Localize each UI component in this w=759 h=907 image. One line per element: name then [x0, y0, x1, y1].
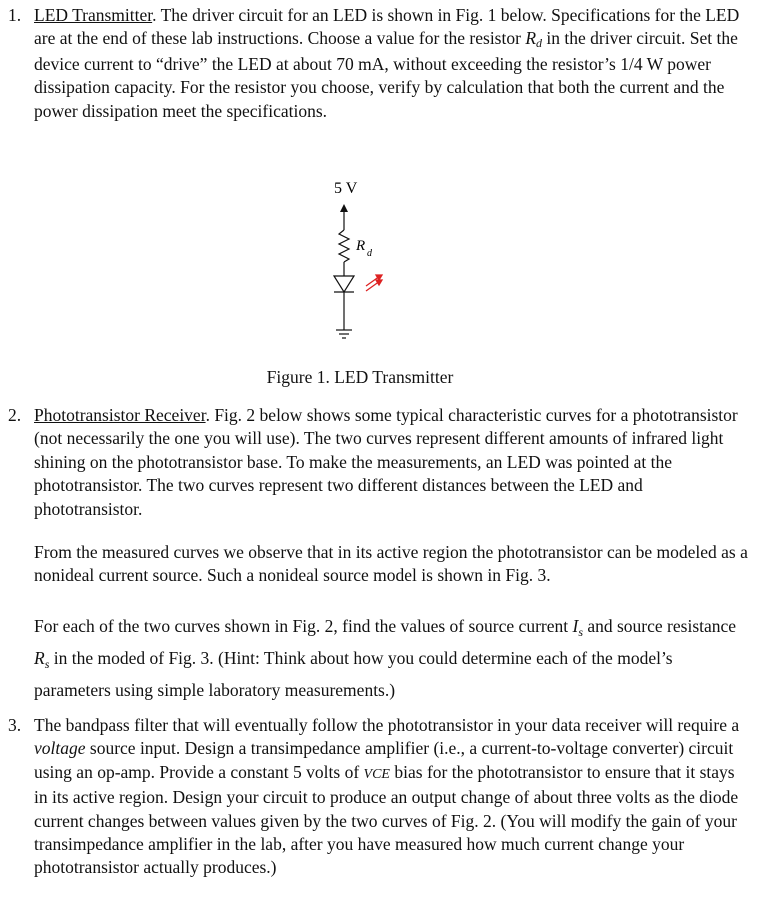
- vce-symbol: VCE: [363, 766, 390, 782]
- item-3-text-b: source input. Design a transimpedance amplifier (i.e., a current-to-voltage converter) circuit using an op-amp. Provide a constant 5 volts of: [34, 738, 734, 782]
- rd-subscript: d: [536, 36, 543, 51]
- supply-arrow: [340, 204, 348, 212]
- item-2-paragraph-2: From the measured curves we observe that in its active region the phototransistor can be modeled as a nonideal current source. Such a nonideal source model is shown in Fig. 3.: [34, 542, 748, 586]
- item-1-text-b: in the driver circuit. Set the device current to “drive” the LED at about 70 mA, without exceeding the resistor’s 1/4 W power dissipation capacity. For the resistor you choose, verify by calculation that both the current and the power dissipation meet the specifications.: [34, 28, 738, 121]
- item-2-number: 2.: [8, 405, 22, 425]
- item-2-para3-c: in the moded of Fig. 3. (Hint: Think about how you could determine each of the model’s parameters using simple laboratory measurements.): [34, 648, 673, 700]
- rs-subscript: s: [44, 657, 50, 671]
- item-2-para3-b: and source resistance: [582, 616, 737, 636]
- item-2-paragraph-3: [34, 611, 750, 705]
- resistor-label: R: [356, 238, 366, 254]
- rd-symbol: R: [525, 28, 537, 49]
- supply-label: 5 V: [334, 180, 358, 197]
- item-1-paragraph: [34, 4, 750, 123]
- resistor-label-sub: d: [367, 248, 372, 259]
- item-2-paragraph-1: [34, 404, 750, 521]
- item-3-number: 3.: [8, 715, 22, 735]
- item-2-heading: Phototransistor Receiver: [34, 405, 206, 425]
- item-1-number: 1.: [8, 5, 22, 25]
- led-diode: [334, 276, 354, 292]
- item-3-text-c: bias for the phototransistor to ensure that it stays in its active region. Design your circuit to produce an output change of about three volts as the diode current changes between values given by the two curves of Fig. 2. (You will modify the gain of your transimpedance amplifier in the lab, after you have measured how much current change your phototransistor actually produces.): [34, 761, 739, 878]
- led-light-arrows: [366, 275, 382, 291]
- item-2-text-a: . Fig. 2 below shows some typical characteristic curves for a phototransistor (not necessarily the one you will use). The two curves represent different amounts of infrared light shining on the phototransistor base. To make the measurements, an LED was pointed at the phototransistor. The two curves represent two different distances between the LED and phototransistor.: [34, 405, 738, 519]
- item-1-text-a: . The driver circuit for an LED is shown in Fig. 1 below. Specifications for the LED are at the end of these lab instructions. Choose a value for the resistor: [34, 5, 740, 49]
- item-3-paragraph: [34, 714, 750, 880]
- rs-symbol: R: [34, 648, 45, 668]
- item-3-text-a: The bandpass filter that will eventually follow the phototransistor in your data receiver will require a: [34, 715, 740, 735]
- resistor-rd: [339, 230, 349, 262]
- item-1-heading: LED Transmitter: [34, 5, 153, 25]
- led-driver-circuit: [0, 176, 759, 366]
- voltage-word: voltage: [34, 738, 86, 759]
- figure-1-caption: Figure 1. LED Transmitter: [266, 367, 454, 387]
- figure-1: [0, 176, 759, 376]
- is-subscript: s: [578, 625, 583, 639]
- item-2-para3-a: For each of the two curves shown in Fig. 2, find the values of source current: [34, 616, 573, 636]
- is-symbol: I: [572, 616, 579, 636]
